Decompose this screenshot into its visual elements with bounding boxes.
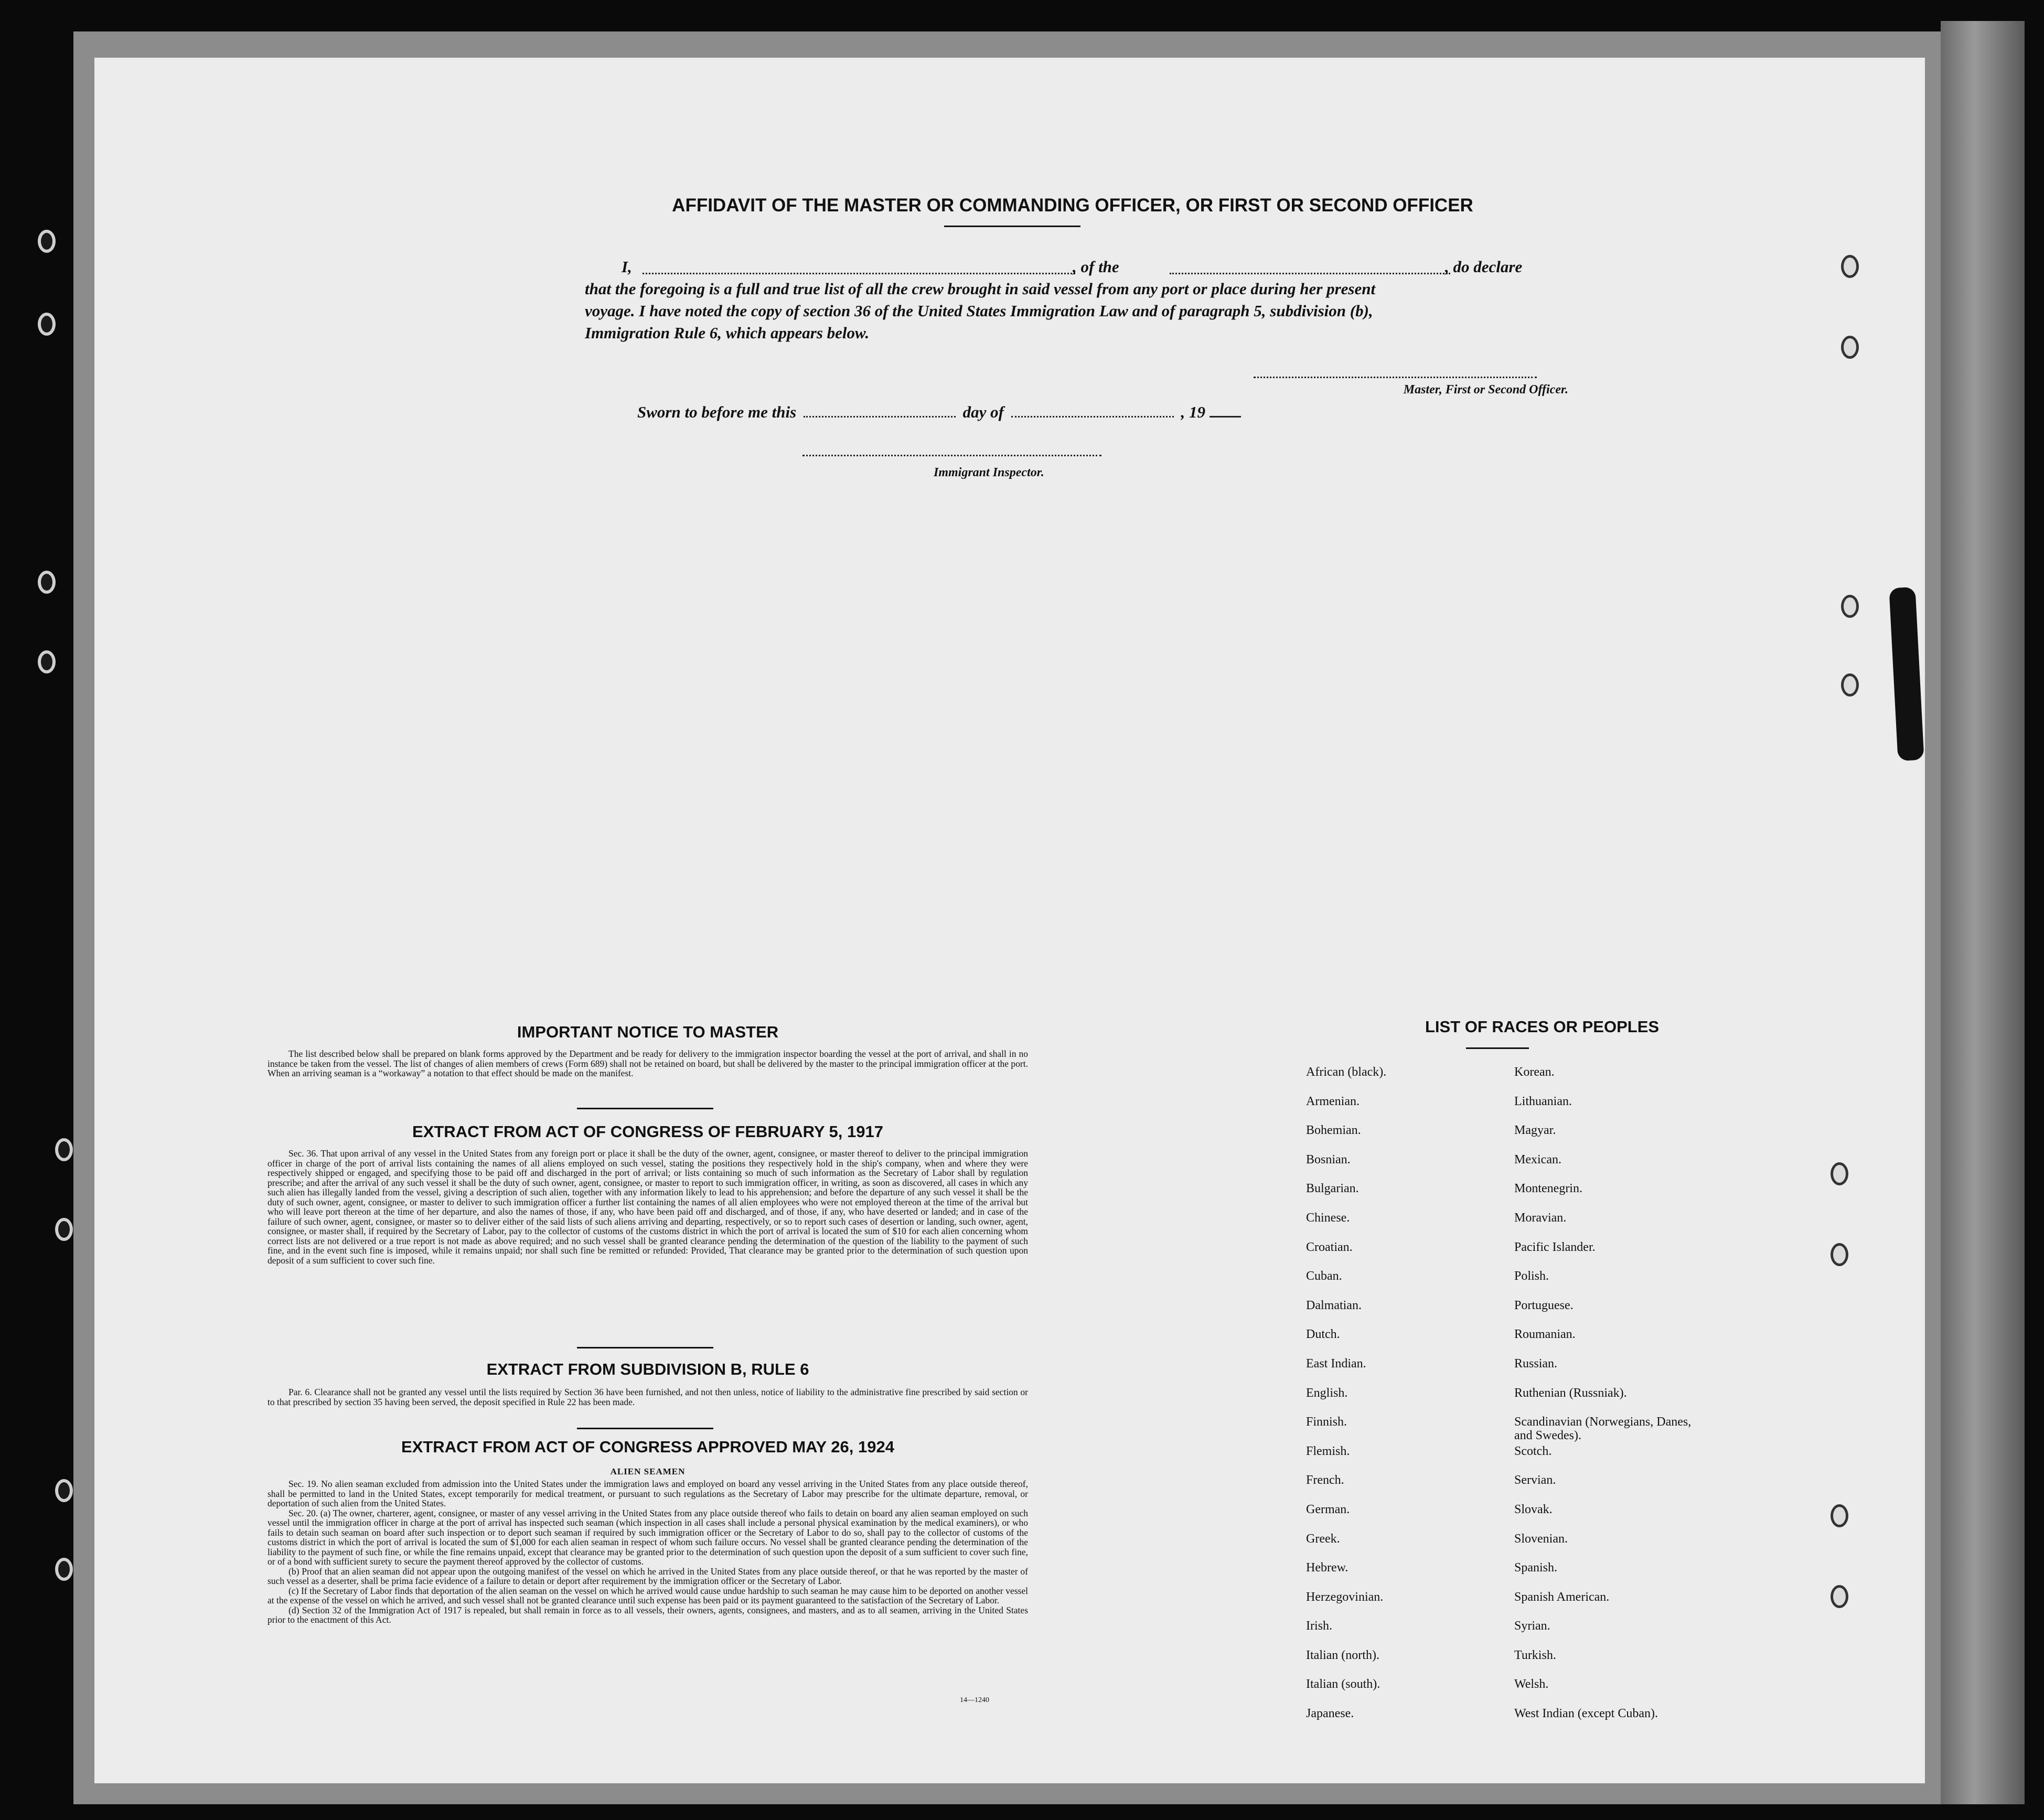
race-item: Bohemian. [1306, 1123, 1361, 1138]
race-item: Dutch. [1306, 1327, 1340, 1342]
section-20c-text: (c) If the Secretary of Labor finds that deportation of the alien seaman on the vessel on which he arrived would cause undue hardship to such seaman he may cause him to be deported on another vessel at the expense of the vessel on which he arrived, and such vessel shall not be granted clearance until such expense has been paid or its payment guaranteed to the satisfaction of the Secretary of Labor. [267, 1585, 1028, 1605]
sworn-day-field[interactable] [804, 416, 956, 417]
subdivision-b-title: EXTRACT FROM SUBDIVISION B, RULE 6 [486, 1360, 809, 1378]
race-item: Scotch. [1514, 1444, 1552, 1458]
year-prefix: , 19 [1181, 403, 1205, 421]
section-20b-text: (b) Proof that an alien seaman did not appear upon the outgoing manifest of the vessel on which he arrived in the United States from any place outside thereof, or that he was reported by the master of such vessel as a deserter, shall be prima facie evidence of a failure to detain or deport after requirement by the immigration officer or the Secretary of Labor. [267, 1566, 1028, 1586]
race-item: Lithuanian. [1514, 1094, 1572, 1108]
binder-hole [38, 650, 56, 673]
race-item: West Indian (except Cuban). [1514, 1707, 1658, 1721]
paragraph-6-text: Par. 6. Clearance shall not be granted any vessel until the lists required by Section 36 have been furnished, and not then unless, notice of liability to the administrative fine prescribed by said section or to that prescribed by section 35 having been served, the deposit specified in Rule 22 has been made. [267, 1387, 1028, 1407]
document-page [94, 58, 1925, 1783]
race-item: German. [1306, 1502, 1350, 1516]
race-item: Armenian. [1306, 1094, 1360, 1108]
race-item: Ruthenian (Russniak). [1514, 1386, 1627, 1400]
notice-title: IMPORTANT NOTICE TO MASTER [517, 1023, 779, 1041]
notice-text: The list described below shall be prepared on blank forms approved by the Department and be ready for delivery to the immigration inspector boarding the vessel at the port of arrival, and shall in no instance be taken from the vessel. The list of changes of alien members of crews (Form 689) shall not be retained on board, but shall be delivered by the master to the principal immigration officer at the port. When an arriving seaman is a “workaway” a notation to that effect should be made on the manifest. [267, 1048, 1028, 1078]
section-divider [577, 1428, 713, 1429]
race-item: French. [1306, 1473, 1344, 1487]
race-item: Magyar. [1514, 1123, 1556, 1138]
race-item: East Indian. [1306, 1356, 1366, 1371]
act-1924-title: EXTRACT FROM ACT OF CONGRESS APPROVED MAY 26, 1924 [401, 1438, 894, 1456]
binder-hole [1831, 1504, 1848, 1527]
race-item: English. [1306, 1386, 1348, 1400]
race-item: Spanish American. [1514, 1590, 1610, 1604]
section-19-text: Sec. 19. No alien seaman excluded from admission into the United States under the immigration laws and employed on board any vessel arriving in the United States from any place outside thereof, shall be permitted to land in the United States, except temporarily for medical treatment, or pursuant to such regulations as the Secretary of Labor may prescribe for the ultimate departure, removal, or deportation of such alien from the United States. [267, 1479, 1028, 1508]
section-20d-text: (d) Section 32 of the Immigration Act of 1917 is repealed, but shall remain in force as to all vessels, their owners, agents, consignees, and masters, and as to all seamen, arriving in the United States prior to the enactment of this Act. [267, 1604, 1028, 1625]
race-item: Spanish. [1514, 1561, 1558, 1575]
race-item: Bosnian. [1306, 1152, 1351, 1166]
binder-hole [55, 1218, 73, 1241]
race-item: Slovak. [1514, 1502, 1553, 1516]
sheet-edge [1941, 21, 2025, 1804]
binder-hole [1841, 673, 1859, 697]
signature-field[interactable] [1254, 377, 1537, 378]
races-title: LIST OF RACES OR PEOPLES [1425, 1018, 1660, 1036]
form-number: 14—1240 [960, 1696, 989, 1704]
binder-hole [55, 1138, 73, 1161]
affidavit-line-1 [585, 256, 1581, 278]
race-item: Pacific Islander. [1514, 1240, 1596, 1254]
race-item: Herzegovinian. [1306, 1590, 1384, 1604]
race-item: Polish. [1514, 1269, 1549, 1283]
affidavit-body [585, 256, 1581, 344]
affidavit-line-2: that the foregoing is a full and true list of all the crew brought in said vessel from any port or place during her present [585, 280, 1376, 298]
binder-hole [55, 1558, 73, 1581]
race-item: Servian. [1514, 1473, 1556, 1487]
races-title-underline [1466, 1047, 1529, 1049]
section-divider [577, 1347, 713, 1348]
affidavit-line-3: voyage. I have noted the copy of section 36 of the United States Immigration Law and of paragraph 5, subdivision (b), [585, 302, 1373, 320]
section-divider [577, 1108, 713, 1109]
binder-hole [1831, 1162, 1848, 1185]
race-item: Hebrew. [1306, 1561, 1349, 1575]
race-item: Finnish. [1306, 1415, 1347, 1429]
day-of-label: day of [962, 403, 1004, 421]
race-item: Syrian. [1514, 1619, 1550, 1633]
do-declare-label: , do declare [1445, 258, 1523, 276]
affidavit-title: AFFIDAVIT OF THE MASTER OR COMMANDING OFFICER, OR FIRST OR SECOND OFFICER [672, 195, 1473, 216]
race-item: Dalmatian. [1306, 1298, 1362, 1312]
race-item: Montenegrin. [1514, 1182, 1582, 1196]
race-item: Cuban. [1306, 1269, 1342, 1283]
race-item: Scandinavian (Norwegians, Danes, and Swedes). [1514, 1415, 1692, 1443]
race-item: Croatian. [1306, 1240, 1353, 1254]
binder-hole [1841, 595, 1859, 618]
title-underline [944, 226, 1080, 227]
binder-hole [38, 230, 56, 253]
binder-hole [1831, 1585, 1848, 1608]
affidavit-line-4: Immigration Rule 6, which appears below. [585, 324, 870, 342]
race-item: Welsh. [1514, 1677, 1549, 1691]
sworn-row [637, 403, 1241, 422]
inspector-signature-field[interactable] [802, 455, 1101, 456]
sworn-year-field[interactable] [1210, 416, 1241, 417]
race-item: Moravian. [1514, 1211, 1567, 1225]
race-item: Chinese. [1306, 1211, 1350, 1225]
act-1917-title: EXTRACT FROM ACT OF CONGRESS OF FEBRUARY 5, 1917 [412, 1122, 883, 1141]
sworn-prefix: Sworn to before me this [637, 403, 797, 421]
race-item: Korean. [1514, 1065, 1555, 1079]
race-item: Roumanian. [1514, 1327, 1576, 1342]
sworn-month-field[interactable] [1011, 416, 1174, 417]
race-item: Portuguese. [1514, 1298, 1574, 1312]
signature-label: Master, First or Second Officer. [1403, 383, 1568, 397]
race-item: Slovenian. [1514, 1532, 1568, 1546]
section-36-text: Sec. 36. That upon arrival of any vessel in the United States from any foreign port or place it shall be the duty of the owner, agent, consignee, or master thereof to deliver to the principal immigration officer in charge of the port of arrival lists containing the names of all aliens employed on such vessel, stating the positions they respectively hold in the ship's company, when and where they were respectively shipped or engaged, and specifying those to be paid off and discharged in the port of arrival; or lists containing so much of such information as the Secretary of Labor shall by regulation prescribe; and after the arrival of any such vessel it shall be the duty of such owner, agent, consignee, or master to report to such immigration officer, in writing, as soon as discovered, all cases in which any such alien has illegally landed from the vessel, giving a description of such alien, together with any information likely to lead to his apprehension; and before the departure of any such vessel it shall be the duty of such owner, agent, consignee, or master to deliver to such immigration officer a further list containing the names of all alien employees who were not employed thereon at the time of the arrival but who will leave port thereon at the time of her departure, and also the names of those, if any, who have been paid off and discharged, and of those, if any, who have deserted or landed; and in case of the failure of such owner, agent, consignee, or master so to deliver either of the said lists of such aliens arriving and departing, respectively, or so to report such cases of desertion or landing, such owner, agent, consignee, or master shall, if required by the Secretary of Labor, pay to the collector of customs of the customs district in which the port of arrival is located the sum of $10 for each alien concerning whom correct lists are not delivered or a true report is not made as above required; and no such vessel shall be granted clearance pending the determination of the question of the liability to the payment of such fine, and in the event such fine is imposed, while it remains unpaid; nor shall such fine be remitted or refunded: Provided, That clearance may be granted prior to the determination of such question upon deposit of a sum sufficient to cover such fine. [267, 1148, 1028, 1266]
vessel-name-field[interactable] [1170, 273, 1450, 274]
binder-hole [1831, 1243, 1848, 1266]
declarant-prefix: I, [622, 258, 632, 276]
race-item: Japanese. [1306, 1707, 1354, 1721]
race-item: African (black). [1306, 1065, 1387, 1079]
race-item: Irish. [1306, 1619, 1332, 1633]
act-1924-text [267, 1479, 1028, 1625]
race-item: Turkish. [1514, 1648, 1556, 1662]
race-item: Bulgarian. [1306, 1182, 1359, 1196]
binder-hole [55, 1479, 73, 1502]
binder-hole [38, 313, 56, 336]
race-item: Mexican. [1514, 1152, 1561, 1166]
alien-seamen-subtitle: ALIEN SEAMEN [610, 1466, 686, 1476]
race-item: Italian (south). [1306, 1677, 1380, 1691]
race-item: Greek. [1306, 1532, 1340, 1546]
race-item: Italian (north). [1306, 1648, 1379, 1662]
race-item: Russian. [1514, 1356, 1558, 1371]
race-item: Flemish. [1306, 1444, 1350, 1458]
inspector-label: Immigrant Inspector. [934, 466, 1044, 479]
declarant-name-field[interactable] [643, 273, 1075, 274]
races-column-2 [1514, 1065, 1735, 1736]
binder-hole [1841, 255, 1859, 278]
section-20a-text: Sec. 20. (a) The owner, charterer, agent, consignee, or master of any vessel arriving in the United States from any place outside thereof who fails to detain on board any alien seaman employed on such vessel until the immigration officer in charge at the port of arrival has inspected such seaman (which inspection in all cases shall include a personal physical examination by the medical examiners), or who fails to detain such seaman on board after such inspection or to deport such seaman if required by such immigration officer or the Secretary of Labor to do so, shall pay to the collector of customs of the customs district in which the port of arrival is located the sum of $1,000 for each alien seaman in respect of whom such failure occurs. No vessel shall be granted clearance pending the determination of the liability to the payment of such fine, or while the fine remains unpaid, except that clearance may be granted prior to the determination of such question upon the deposit of a sum sufficient to cover such fine, or of a bond with sufficient surety to secure the payment thereof approved by the collector of customs. [267, 1507, 1028, 1567]
binder-hole [1841, 336, 1859, 359]
of-the-label: , of the [1073, 258, 1119, 276]
races-column-1 [1306, 1065, 1505, 1736]
binder-hole [38, 571, 56, 594]
